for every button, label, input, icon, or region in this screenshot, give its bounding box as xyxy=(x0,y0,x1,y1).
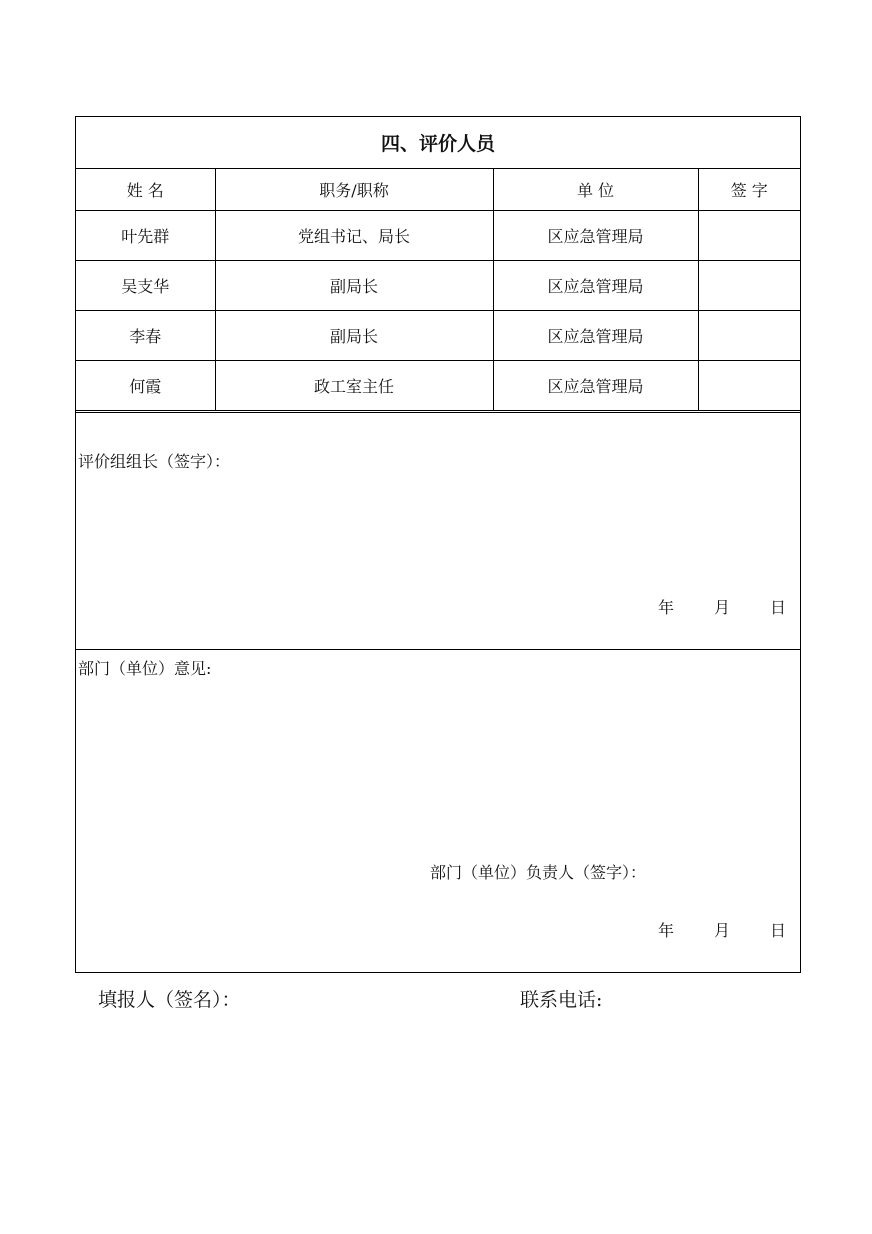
table-row xyxy=(76,261,800,311)
cell-signature[interactable] xyxy=(698,261,800,311)
table-header-row xyxy=(76,169,800,211)
department-opinion-label: 部门（单位）意见: xyxy=(78,659,212,678)
cell-name: 李春 xyxy=(76,311,215,361)
table-row xyxy=(76,211,800,261)
cell-position: 党组书记、局长 xyxy=(215,211,493,261)
cell-unit: 区应急管理局 xyxy=(493,361,698,411)
header-signature: 签 字 xyxy=(698,169,800,211)
section-title: 四、评价人员 xyxy=(76,117,800,169)
leader-signature-section[interactable] xyxy=(76,412,800,650)
evaluation-form xyxy=(75,116,801,973)
table-row xyxy=(76,361,800,411)
cell-unit: 区应急管理局 xyxy=(493,311,698,361)
cell-position: 政工室主任 xyxy=(215,361,493,411)
header-unit: 单 位 xyxy=(493,169,698,211)
department-date-month: 月 xyxy=(713,921,730,940)
filler-signature-label: 填报人（签名）： xyxy=(98,989,241,1011)
cell-unit: 区应急管理局 xyxy=(493,211,698,261)
header-position: 职务/职称 xyxy=(215,169,493,211)
cell-name: 叶先群 xyxy=(76,211,215,261)
cell-signature[interactable] xyxy=(698,311,800,361)
cell-name: 吴支华 xyxy=(76,261,215,311)
cell-signature[interactable] xyxy=(698,361,800,411)
leader-date-day: 日 xyxy=(769,598,786,617)
department-date xyxy=(658,918,786,941)
department-date-year: 年 xyxy=(657,921,674,940)
cell-signature[interactable] xyxy=(698,211,800,261)
leader-date-month: 月 xyxy=(713,598,730,617)
table-row xyxy=(76,311,800,361)
leader-date-year: 年 xyxy=(657,598,674,617)
contact-phone-label: 联系电话: xyxy=(520,989,603,1011)
cell-position: 副局长 xyxy=(215,311,493,361)
department-opinion-section[interactable] xyxy=(76,650,800,972)
header-name: 姓 名 xyxy=(76,169,215,211)
evaluators-table xyxy=(76,168,800,411)
department-date-day: 日 xyxy=(769,921,786,940)
leader-signature-label: 评价组组长（签字）： xyxy=(78,452,231,471)
department-responsible-label: 部门（单位）负责人（签字）： xyxy=(430,863,647,882)
cell-position: 副局长 xyxy=(215,261,493,311)
cell-unit: 区应急管理局 xyxy=(493,261,698,311)
cell-name: 何霞 xyxy=(76,361,215,411)
leader-date xyxy=(658,595,786,618)
